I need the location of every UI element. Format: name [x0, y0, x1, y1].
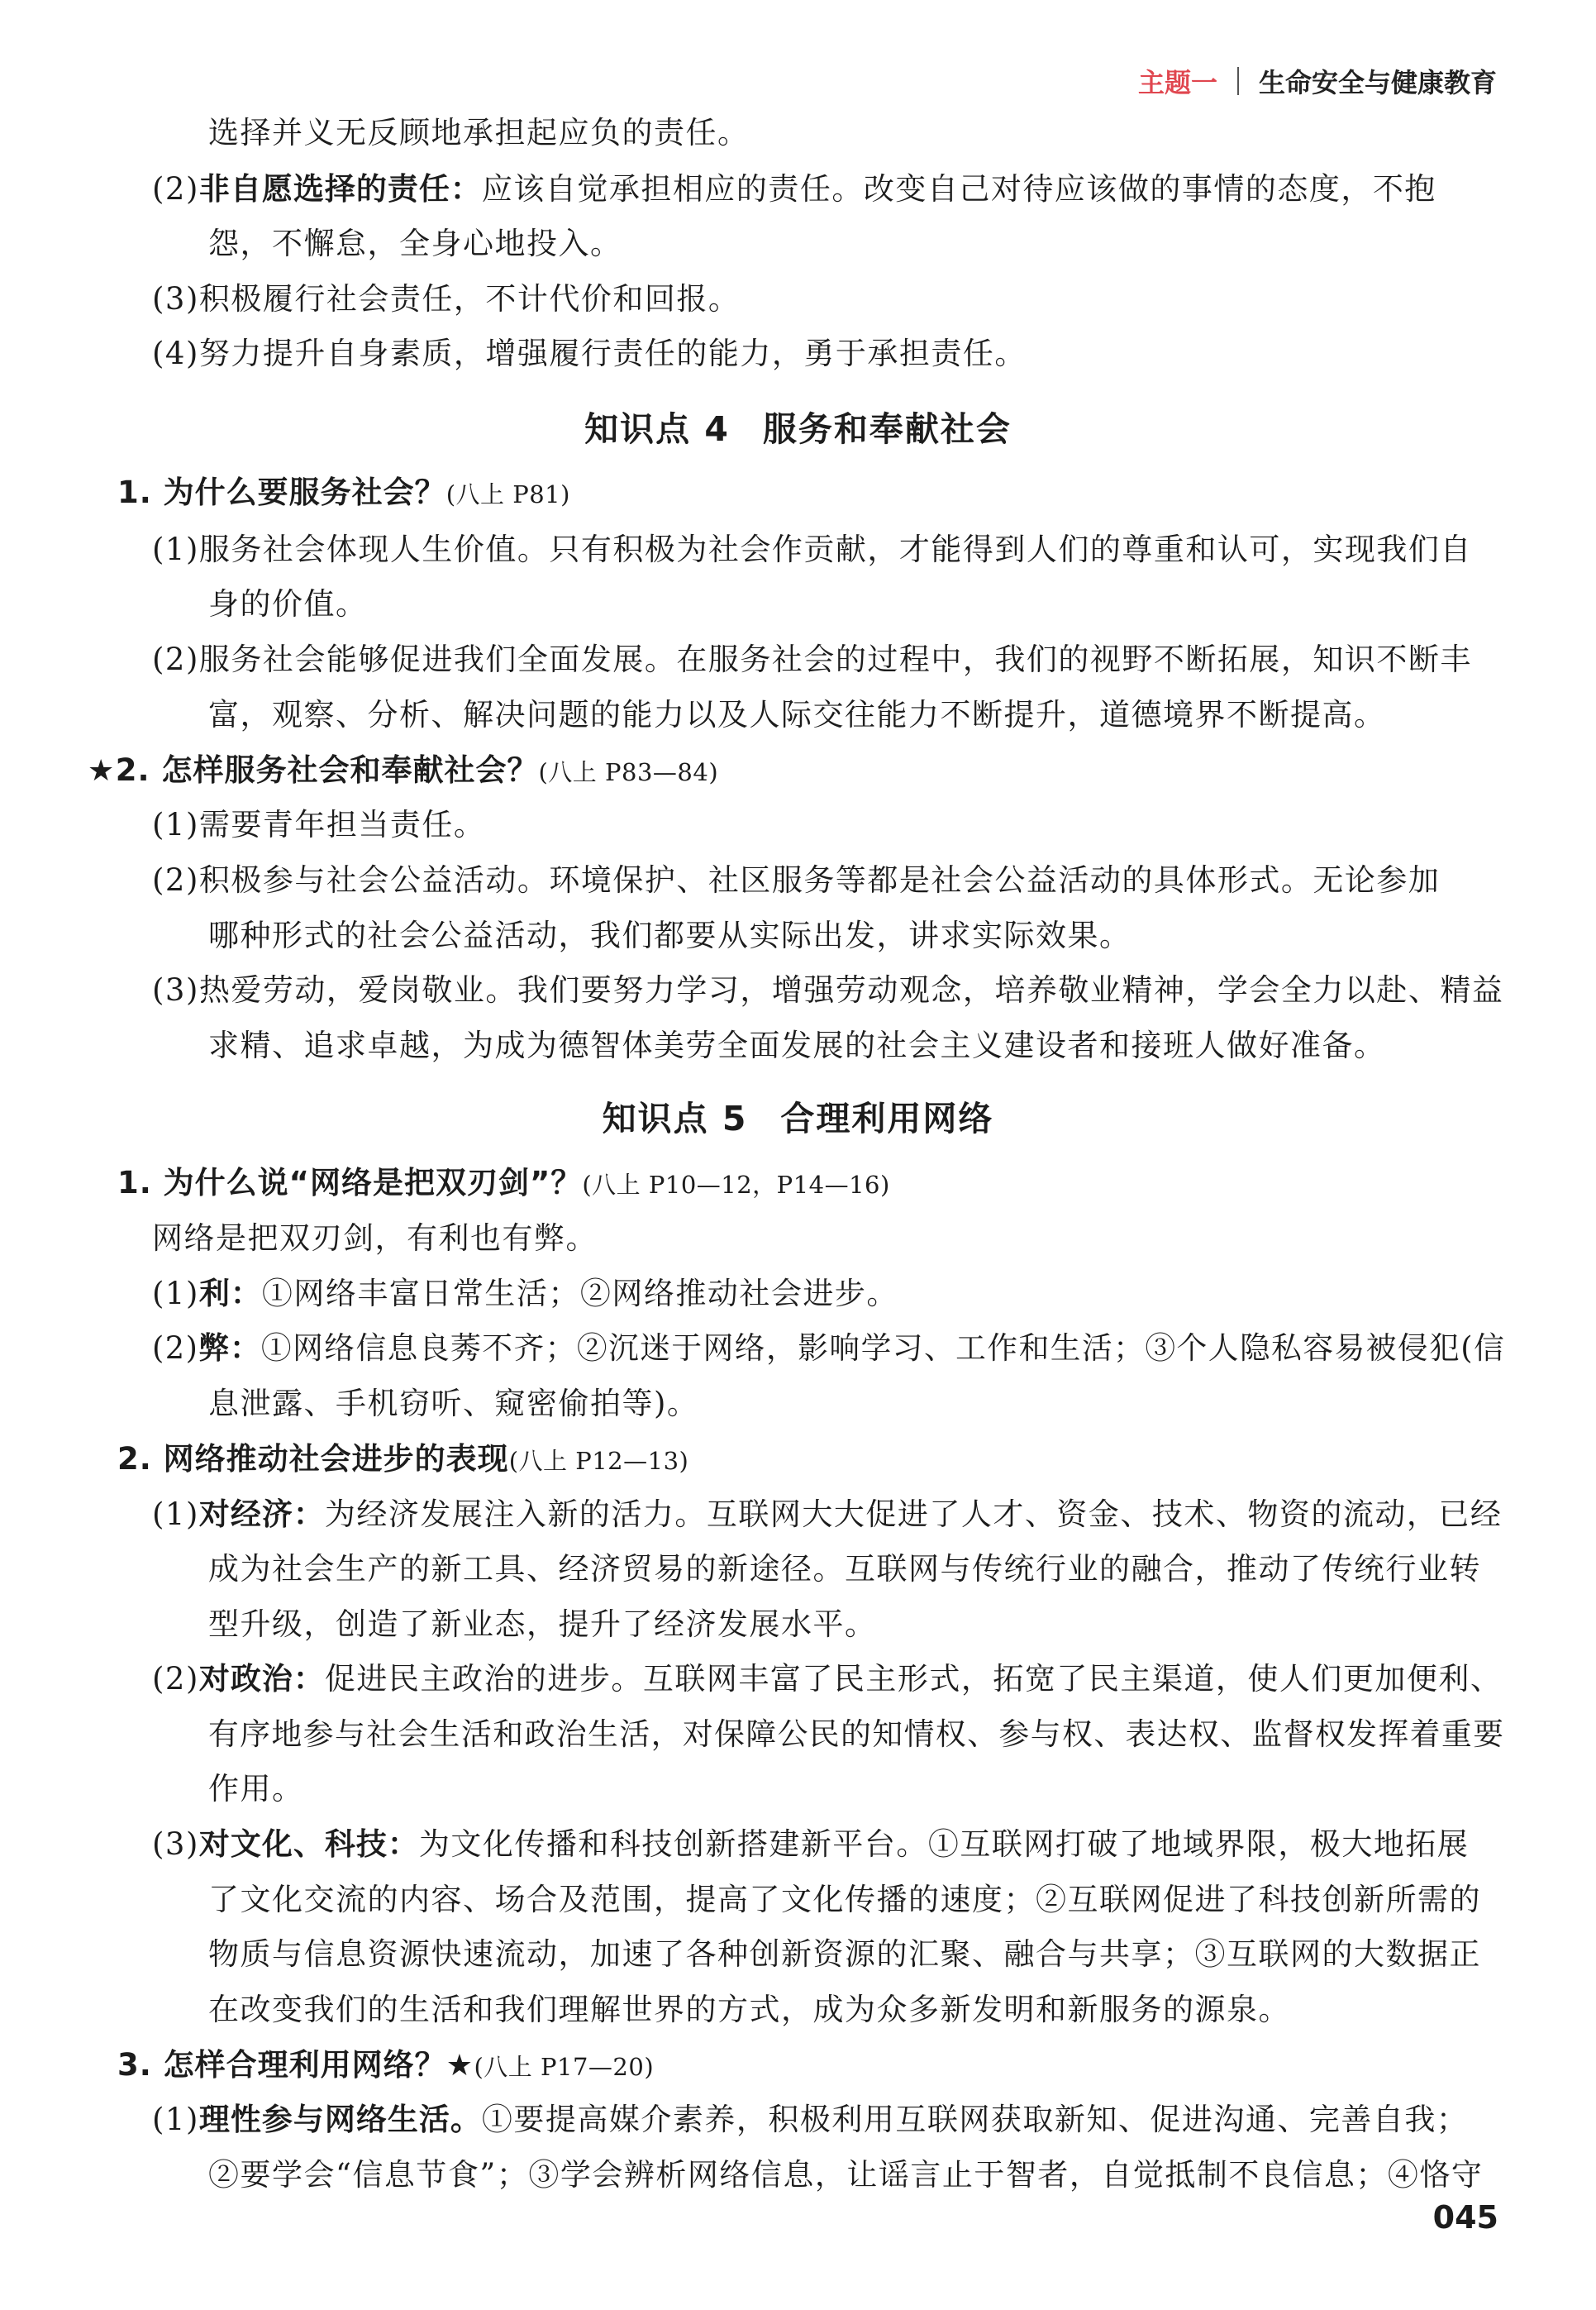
- text-line: 选择并义无反顾地承担起应负的责任。: [208, 115, 750, 150]
- text-line: 在改变我们的生活和我们理解世界的方式，成为众多新发明和新服务的源泉。: [208, 1992, 1290, 2027]
- text-line: (2)服务社会能够促进我们全面发展。在服务社会的过程中，我们的视野不断拓展，知识不断丰: [152, 642, 1472, 677]
- item-keyword: 对政治：: [198, 1661, 325, 1697]
- list-item: [152, 1494, 1502, 1535]
- header-theme: 主题一: [1137, 67, 1217, 98]
- item-number: (2): [152, 1661, 199, 1697]
- item-keyword: 利：: [198, 1276, 262, 1311]
- text-line: 哪种形式的社会公益活动，我们都要从实际出发，讲求实际效果。: [208, 918, 1131, 953]
- text-line: 富，观察、分析、解决问题的能力以及人际交往能力不断提升，道德境界不断提高。: [208, 697, 1386, 733]
- textbook-reference: (八上 P17—20): [474, 2053, 655, 2081]
- section-heading-5: [0, 1095, 1596, 1143]
- list-item: [152, 1824, 1469, 1865]
- item-text: 为经济发展注入新的活力。互联网大大促进了人才、资金、技术、物资的流动，已经: [324, 1496, 1503, 1532]
- item-number: (1): [152, 2102, 199, 2137]
- header-title: 生命安全与健康教育: [1258, 67, 1497, 98]
- item-text: 为文化传播和科技创新搭建新平台。①互联网打破了地域界限，极大地拓展: [418, 1826, 1470, 1862]
- question-heading: [88, 750, 718, 791]
- list-item: [152, 169, 1436, 210]
- text-line: (3)积极履行社会责任，不计代价和回报。: [152, 281, 741, 317]
- question-heading: [117, 1162, 890, 1204]
- heading-label: 知识点 4: [584, 409, 730, 449]
- item-number: (1): [152, 1276, 199, 1311]
- item-text: 促进民主政治的进步。互联网丰富了民主形式，拓宽了民主渠道，使人们更加便利、: [324, 1661, 1503, 1697]
- item-text: 应该自觉承担相应的责任。改变自己对待应该做的事情的态度，不抱: [481, 171, 1436, 207]
- item-keyword: 理性参与网络生活。: [198, 2102, 482, 2137]
- text-line: 成为社会生产的新工具、经济贸易的新途径。互联网与传统行业的融合，推动了传统行业转: [208, 1551, 1481, 1587]
- text-line: 身的价值。: [208, 586, 368, 622]
- question-title: 2. 怎样服务社会和奉献社会？: [115, 752, 539, 788]
- heading-title: 服务和奉献社会: [762, 409, 1012, 449]
- star-icon: ★: [445, 2049, 474, 2083]
- item-number: (1): [152, 1496, 199, 1532]
- item-keyword: 弊：: [198, 1330, 261, 1366]
- question-title: 2. 网络推动社会进步的表现: [117, 1441, 509, 1477]
- question-title: 1. 为什么要服务社会？: [117, 475, 446, 510]
- item-number: (3): [152, 1826, 199, 1862]
- item-number: (2): [152, 1330, 199, 1366]
- question-heading: [117, 472, 570, 513]
- list-item: [152, 1659, 1502, 1700]
- question-heading: [117, 2045, 654, 2086]
- item-text: ①要提高媒介素养，积极利用互联网获取新知、促进沟通、完善自我；: [481, 2102, 1469, 2137]
- star-icon: ★: [88, 754, 116, 788]
- text-line: (1)服务社会体现人生价值。只有积极为社会作贡献，才能得到人们的尊重和认可，实现我们自: [152, 532, 1472, 567]
- header-divider: [1237, 67, 1239, 95]
- section-heading-4: [0, 405, 1596, 453]
- list-item: [152, 1273, 898, 1315]
- text-line: ②要学会“信息节食”；③学会辨析网络信息，让谣言止于智者，自觉抵制不良信息；④恪守: [208, 2157, 1484, 2193]
- text-line: 物质与信息资源快速流动，加速了各种创新资源的汇聚、融合与共享；③互联网的大数据正: [208, 1936, 1481, 1972]
- text-line: 型升级，创造了新业态，提升了经济发展水平。: [208, 1606, 877, 1642]
- item-keyword: 对经济：: [198, 1496, 325, 1532]
- textbook-reference: (八上 P83—84): [538, 758, 719, 786]
- textbook-reference: (八上 P12—13): [508, 1447, 689, 1475]
- textbook-reference: (八上 P10—12，P14—16): [582, 1171, 890, 1199]
- page-number: 045: [1432, 2199, 1498, 2236]
- text-line: (2)积极参与社会公益活动。环境保护、社区服务等都是社会公益活动的具体形式。无论参加: [152, 862, 1441, 898]
- question-title: 1. 为什么说“网络是把双刃剑”？: [117, 1165, 583, 1200]
- list-item: [152, 1328, 1505, 1369]
- text-line: 求精、追求卓越，为成为德智体美劳全面发展的社会主义建设者和接班人做好准备。: [208, 1028, 1386, 1063]
- heading-title: 合理利用网络: [780, 1099, 994, 1138]
- text-line: 了文化交流的内容、场合及范围，提高了文化传播的速度；②互联网促进了科技创新所需的: [208, 1882, 1481, 1917]
- text-line: 息泄露、手机窃听、窥密偷拍等)。: [208, 1386, 699, 1421]
- text-line: (4)努力提升自身素质，增强履行责任的能力，勇于承担责任。: [152, 336, 1027, 371]
- text-line: (1)需要青年担当责任。: [152, 807, 486, 842]
- heading-label: 知识点 5: [602, 1099, 748, 1138]
- textbook-reference: (八上 P81): [445, 480, 570, 508]
- item-text: ①网络信息良莠不齐；②沉迷于网络，影响学习、工作和生活；③个人隐私容易被侵犯(信: [260, 1330, 1506, 1366]
- item-text: ①网络丰富日常生活；②网络推动社会进步。: [261, 1276, 898, 1311]
- page-header: [1138, 60, 1497, 103]
- text-line: (3)热爱劳动，爱岗敬业。我们要努力学习，增强劳动观念，培养敬业精神，学会全力以赴、精益: [152, 972, 1504, 1008]
- list-item: [152, 2099, 1468, 2141]
- item-number: (2): [152, 171, 199, 207]
- text-line: 有序地参与社会生活和政治生活，对保障公民的知情权、参与权、表达权、监督权发挥着重要: [208, 1716, 1505, 1752]
- question-title: 3. 怎样合理利用网络？: [117, 2047, 446, 2083]
- item-keyword: 非自愿选择的责任：: [198, 171, 482, 207]
- text-line: 怨，不懈怠，全身心地投入。: [208, 226, 622, 261]
- text-line: 网络是把双刃剑，有利也有弊。: [152, 1220, 598, 1256]
- item-keyword: 对文化、科技：: [198, 1826, 419, 1862]
- question-heading: [117, 1439, 688, 1480]
- text-line: 作用。: [208, 1771, 304, 1806]
